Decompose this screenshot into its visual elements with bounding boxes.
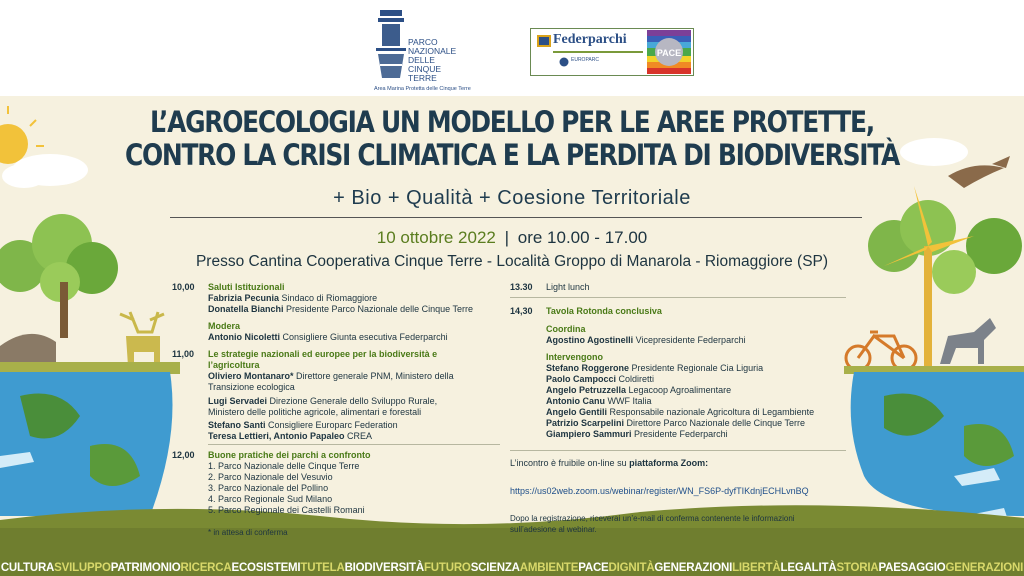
- section-strategie-2: l’agricoltura: [208, 360, 260, 370]
- registration-note-2: sull’adesione al webinar.: [510, 525, 597, 534]
- date-time-separator: |: [504, 228, 510, 247]
- speaker-petruzzella: Angelo Petruzzella Legacoop Agroalimentare: [546, 385, 732, 395]
- park-emblem-icon: [374, 8, 408, 82]
- speaker-canu: Antonio Canu WWF Italia: [546, 396, 652, 406]
- speaker-lettieri-papaleo: Teresa Lettieri, Antonio Papaleo CREA: [208, 431, 373, 441]
- time-11-00: 11,00: [172, 349, 195, 359]
- federparchi-logo: [530, 28, 694, 76]
- pace-flag-icon: [647, 30, 691, 74]
- tagline-word: BIODIVERSITÀ: [344, 562, 424, 574]
- federparchi-emblem-icon: [537, 35, 551, 47]
- title-line-2: CONTRO LA CRISI CLIMATICA E LA PERDITA DI BIODIVERSITÀ: [124, 138, 900, 172]
- speaker-gentili: Angelo Gentili Responsabile nazionale Agricoltura di Legambiente: [546, 407, 815, 417]
- eagle-icon: [948, 165, 1004, 188]
- speaker-servadei-role: Ministero delle politiche agricole, alimentari e forestali: [208, 407, 422, 417]
- section-strategie-1: Le strategie nazionali ed europee per la biodiversità e: [208, 349, 438, 359]
- tagline-word: DIGNITÀ: [608, 562, 655, 574]
- speaker-servadei: Lugi Servadei Direzione Generale dello Sviluppo Rurale,: [208, 396, 438, 406]
- pace-text: PACE: [656, 48, 682, 58]
- program-right-column: [510, 282, 860, 552]
- section-saluti: Saluti Istituzionali: [208, 282, 285, 292]
- footnote: * in attesa di conferma: [208, 528, 288, 537]
- event-date: 10 ottobre 2022: [376, 228, 496, 247]
- speaker-montanaro: Oliviero Montanaro* Direttore generale PNM, Ministero della: [208, 371, 454, 381]
- speaker-bianchi: Donatella Bianchi Presidente Parco Nazionale delle Cinque Terre: [208, 304, 473, 314]
- zoom-registration-link[interactable]: https://us02web.zoom.us/webinar/register/WN_FS6P-dyfTIKdnjECHLvnBQ: [510, 486, 809, 496]
- tagline-word: GENERAZIONI: [945, 562, 1024, 574]
- tagline-word: PAESAGGIO: [878, 562, 946, 574]
- time-13-30: 13.30: [510, 282, 533, 292]
- time-14-30: 14,30: [510, 306, 533, 316]
- list-item: 2. Parco Nazionale del Vesuvio: [208, 472, 333, 482]
- tagline-word: CULTURA: [0, 562, 55, 574]
- wolf-icon: [940, 318, 996, 364]
- section-tavola-rotonda: Tavola Rotonda conclusiva: [546, 306, 662, 316]
- speakers-label: Intervengono: [546, 352, 604, 362]
- list-item: 5. Parco Regionale dei Castelli Romani: [208, 505, 365, 515]
- federparchi-underline: [553, 51, 643, 55]
- event-subtitle: + Bio + Qualità + Coesione Territoriale: [333, 187, 691, 209]
- tagline-word: LIBERTÀ: [732, 562, 781, 574]
- tagline-word: FUTURO: [423, 562, 471, 574]
- header-divider: [170, 217, 862, 218]
- globe-ocean: [0, 372, 173, 516]
- top-logo-band: [0, 0, 1024, 96]
- section-divider: [510, 450, 846, 451]
- deer-antlers-icon: [120, 312, 164, 332]
- event-datetime: [0, 228, 1024, 248]
- federparchi-name: Federparchi: [553, 32, 627, 47]
- sun-icon: [0, 124, 28, 164]
- speaker-santi: Stefano Santi Consigliere Europarc Federation: [208, 420, 398, 430]
- speaker-nicoletti: Antonio Nicoletti Consigliere Giunta esecutiva Federparchi: [208, 332, 448, 342]
- moderator-label: Modera: [208, 321, 241, 331]
- europarc-label: EUROPARC: [571, 57, 599, 63]
- tagline-word: AMBIENTE: [519, 562, 579, 574]
- section-divider: [510, 297, 846, 298]
- tagline-word: SVILUPPO: [54, 562, 111, 574]
- speaker-roggerone: Stefano Roggerone Presidente Regionale Cia Liguria: [546, 363, 764, 373]
- list-item: 4. Parco Regionale Sud Milano: [208, 494, 333, 504]
- time-12-00: 12,00: [172, 450, 195, 460]
- time-10-00: 10,00: [172, 282, 195, 292]
- europarc-icon: [559, 57, 569, 67]
- section-buone-pratiche: Buone pratiche dei parchi a confronto: [208, 450, 371, 460]
- tagline-word: RICERCA: [180, 562, 232, 574]
- event-venue: Presso Cantina Cooperativa Cinque Terre - Località Groppo di Manarola - Riomaggiore (SP): [195, 253, 829, 270]
- event-title: [72, 106, 953, 172]
- registration-note-1: Dopo la registrazione, riceverai un’e-mail di conferma contenente le informazioni: [510, 514, 795, 523]
- title-line-1: L’AGROECOLOGIA UN MODELLO PER LE AREE PROTETTE,: [150, 105, 874, 139]
- tagline-words: [0, 562, 1024, 574]
- speaker-campocci: Paolo Campocci Coldiretti: [546, 374, 655, 384]
- coord-label: Coordina: [546, 324, 586, 334]
- speaker-montanaro-role: Transizione ecologica: [208, 382, 295, 392]
- speaker-pecunia: Fabrizia Pecunia Sindaco di Riomaggiore: [208, 293, 378, 303]
- tagline-word: PATRIMONIO: [110, 562, 181, 574]
- list-item: 3. Parco Nazionale del Pollino: [208, 483, 329, 493]
- lunch-label: Light lunch: [546, 282, 590, 292]
- speaker-scarpelini: Patrizio Scarpelini Direttore Parco Nazionale delle Cinque Terre: [546, 418, 805, 428]
- park-logo-sub: Area Marina Protetta delle Cinque Terre: [374, 86, 471, 92]
- tagline-word: GENERAZIONI: [654, 562, 733, 574]
- speaker-agostinelli: Agostino Agostinelli Vicepresidente Federparchi: [546, 335, 746, 345]
- tagline-word: LEGALITÀ: [780, 562, 837, 574]
- tagline-word: SCIENZA: [470, 562, 520, 574]
- event-time: ore 10.00 - 17.00: [517, 228, 648, 247]
- section-divider: [208, 444, 500, 445]
- park-logo: [374, 8, 471, 92]
- program-left-column: [172, 282, 502, 552]
- online-info: L’incontro è fruibile on-line su piattaforma Zoom:: [510, 458, 709, 468]
- tagline-word: PACE: [578, 562, 609, 574]
- speaker-sammuri: Giampiero Sammuri Presidente Federparchi: [546, 429, 728, 439]
- tagline-word: ECOSISTEMI: [231, 562, 301, 574]
- tagline-word: TUTELA: [300, 562, 345, 574]
- list-item: 1. Parco Nazionale delle Cinque Terre: [208, 461, 360, 471]
- tagline-word: STORIA: [836, 562, 879, 574]
- park-logo-name: PARCO NAZIONALE DELLE CINQUE TERRE: [408, 37, 457, 83]
- deer-icon: [126, 336, 160, 366]
